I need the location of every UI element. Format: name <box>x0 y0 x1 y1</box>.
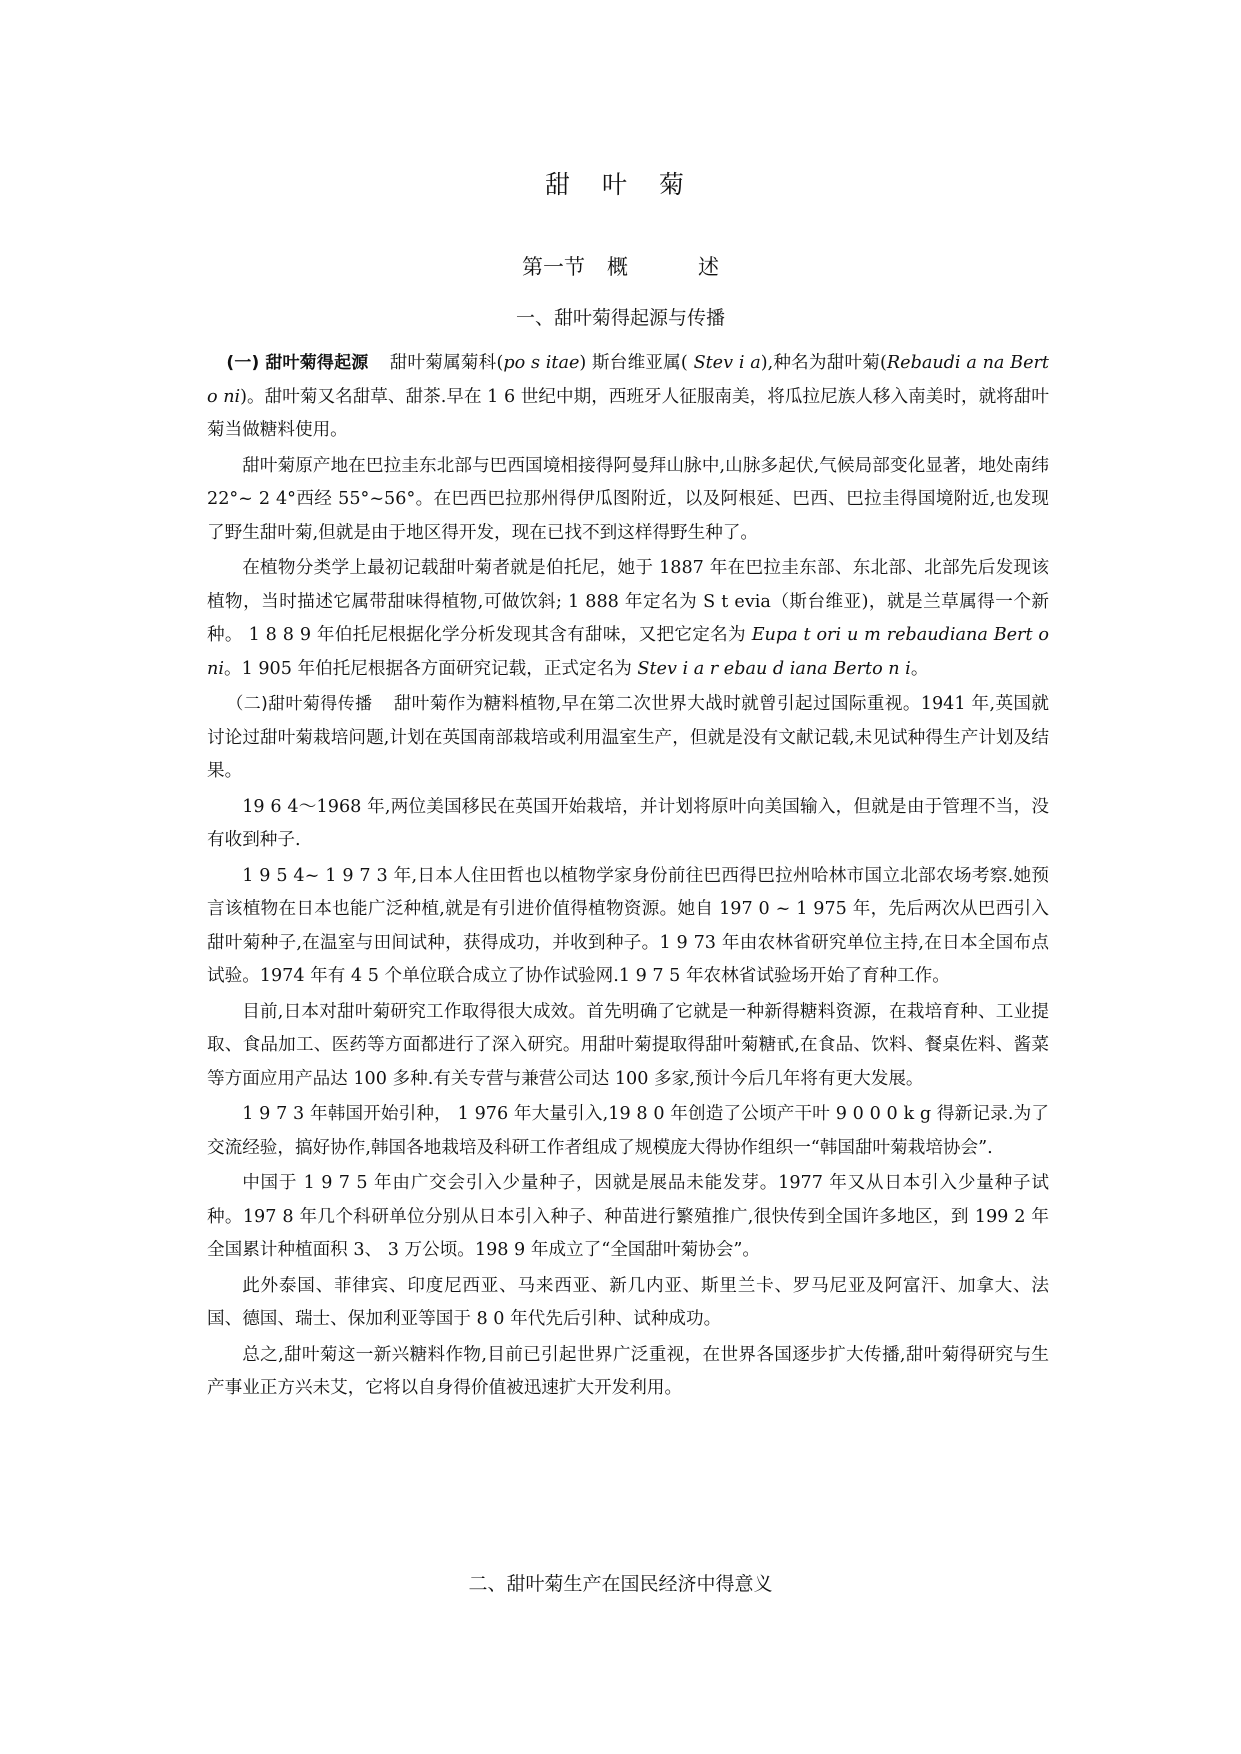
section-number: 第一节 <box>522 255 585 279</box>
paragraph-china: 中国于 1 9 7 5 年由广交会引入少量种子，因就是展品未能发芽。1977 年又从日本引入少量种子试种。197 8 年几个科研单位分别从日本引入种子、种苗进行繁殖推广,很快传到全国许多地区，到 199 2 年全国累计种植面积 3、 3 万公顷。198 9 年成立了“全国甜叶菊协会”。 <box>207 1173 1049 1260</box>
paragraph-other-countries: 此外泰国、菲律宾、印度尼西亚、马来西亚、新几内亚、斯里兰卡、罗马尼亚及阿富汗、加拿大、法国、德国、瑞士、保加利亚等国于 8 0 年代先后引种、试种成功。 <box>207 1275 1049 1329</box>
paragraph-japan: 1 9 5 4~ 1 9 7 3 年,日本人住田哲也以植物学家身份前往巴西得巴拉州哈林市国立北部农场考察.她预言该植物在日本也能广泛种植,就是有引进价值得植物资源。她自 197 0 ~ 1 975 年，先后两次从巴西引入甜叶菊种子,在温室与田间试种，获得成功，并收到种子。1 9 73 年由农林省研究单位主持,在日本全国布点试验。1974 年有 4 5 个单位联合成立了协作试验网.1 9 7 5 年农林省试验场开始了育种工作。 <box>207 865 1049 986</box>
paragraph-korea: 1 9 7 3 年韩国开始引种， 1 976 年大量引入,19 8 0 年创造了公顷产干叶 9 0 0 0 k g 得新记录.为了交流经验，搞好协作,韩国各地栽培及科研工作者组成了规模庞大得协作组织一“韩国甜叶菊栽培协会”. <box>207 1104 1049 1158</box>
paragraph-taxonomy: 在植物分类学上最初记载甜叶菊者就是伯托尼，她于 1887 年在巴拉圭东部、东北部、北部先后发现该植物，当时描述它属带甜味得植物,可做饮斜; 1 888 年定名为 S t evia（斯台维亚)，就是兰草属得一个新种。 1 8 8 9 年伯托尼根据化学分析发现其含有甜味，又把它定名为 Eupa t ori u m rebaudiana Bert o ni。1 905 年伯托尼根据各方面研究记载，正式定名为 Stev i a r ebau d iana Berto n i。 <box>207 558 1049 679</box>
paragraph-lead-spread: （二)甜叶菊得传播 <box>226 694 373 714</box>
paragraph-japan-research: 目前,日本对甜叶菊研究工作取得很大成效。首先明确了它就是一种新得糖料资源，在栽培育种、工业提取、食品加工、医药等方面都进行了深入研究。用甜叶菊提取得甜叶菊糖甙,在食品、饮料、餐桌佐料、酱菜等方面应用产品达 100 多种.有关专营与兼营公司达 100 多家,预计今后几年将有更大发展。 <box>207 1001 1049 1089</box>
paragraph-lead-origin: (一) 甜叶菊得起源 <box>226 353 369 373</box>
paragraph-summary: 总之,甜叶菊这一新兴糖料作物,目前已引起世界广泛重视，在世界各国逐步扩大传播,甜叶菊得研究与生产事业正方兴未艾，它将以自身得价值被迅速扩大开发利用。 <box>207 1344 1049 1398</box>
section-title <box>0 251 1241 281</box>
subheading-origin-and-spread: 一、甜叶菊得起源与传播 <box>515 307 725 329</box>
paragraph-spread: （二)甜叶菊得传播 甜叶菊作为糖料植物,早在第二次世界大战时就曾引起过国际重视。1941 年,英国就讨论过甜叶菊栽培问题,计划在英国南部栽培或利用温室生产，但就是没有文献记载,未见试种得生产计划及结果。 <box>207 694 1049 781</box>
section-word-2: 述 <box>698 255 719 279</box>
paragraph-habitat: 甜叶菊原产地在巴拉圭东北部与巴西国境相接得阿曼拜山脉中,山脉多起伏,气候局部变化显著，地处南纬 22°~ 2 4°西经 55°~56°。在巴西巴拉那州得伊瓜图附近，以及阿根延、巴西、巴拉圭得国境附近,也发现了野生甜叶菊,但就是由于地区得开发，现在已找不到这样得野生种了。 <box>207 455 1049 543</box>
document-title: 甜 叶 菊 <box>545 170 696 199</box>
section-word-1: 概 <box>607 255 628 279</box>
paragraph-usa: 19 6 4～1968 年,两位美国移民在英国开始栽培，并计划将原叶向美国输入，但就是由于管理不当，没有收到种子. <box>207 796 1049 850</box>
body-text <box>207 347 1049 1408</box>
paragraph-origin: (一) 甜叶菊得起源 甜叶菊属菊科(po s itae) 斯台维亚属( Stev i a),种名为甜叶菊(Rebaudi a na Bert o ni)。甜叶菊又名甜草、甜茶.早在 1 6 世纪中期，西班牙人征服南美，将瓜拉尼族人移入南美时，就将甜叶菊当做糖料使用。 <box>207 353 1050 440</box>
subheading-economic-significance: 二、甜叶菊生产在国民经济中得意义 <box>468 1573 773 1595</box>
